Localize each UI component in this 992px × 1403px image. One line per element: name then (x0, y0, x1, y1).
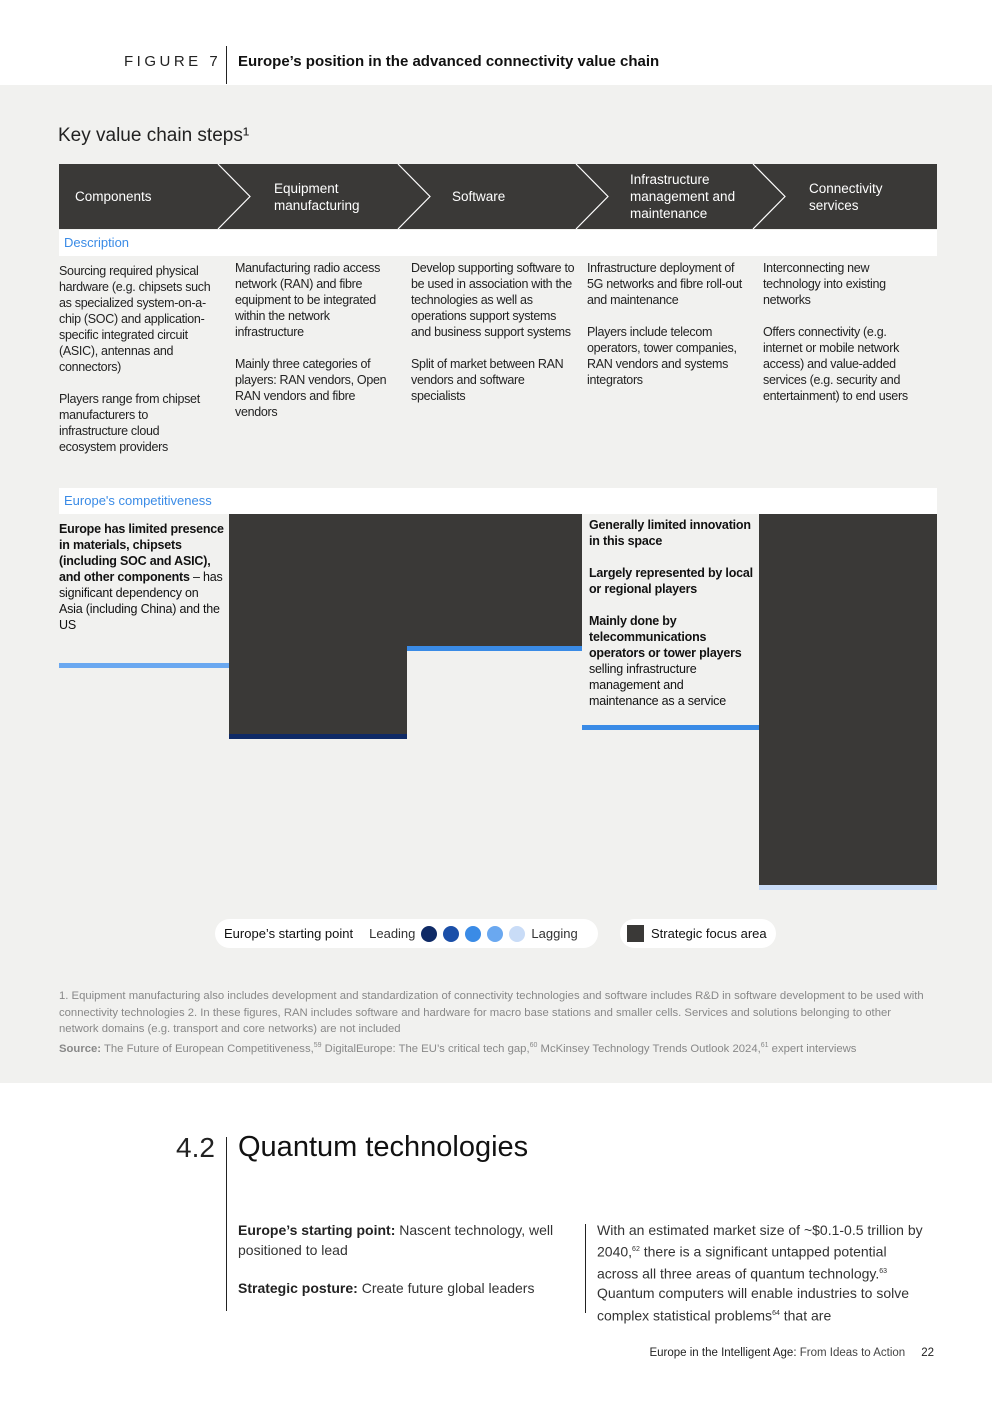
description-text: Sourcing required physical hardware (e.g. chipsets such as specialized system-on-a-chip (SOC) and application-specific integrated circuit (ASIC), antennas and connectors) (59, 264, 211, 374)
source-ref: 59 (313, 1042, 322, 1049)
competitiveness-infrastructure (589, 517, 755, 725)
footer-subtitle: From Ideas to Action (796, 1347, 906, 1359)
figure-label: FIGURE 7 (124, 53, 222, 70)
position-line-software (407, 646, 582, 651)
column-divider (585, 1224, 586, 1313)
competitiveness-header: Europe's competitiveness (59, 488, 937, 514)
legend-focus-label: Strategic focus area (651, 926, 767, 941)
chevron-separator (753, 164, 785, 229)
description-text: Develop supporting software to be used in association with the technologies as well as operations support systems and business support systems (411, 261, 575, 339)
comp-light-text: – has significant dependency on Asia (including China) and the US (59, 570, 223, 632)
strategic-posture-text (238, 1279, 578, 1299)
starting-point-value: Nascent technology, well positioned to lead (238, 1222, 554, 1258)
focus-block-equipment (229, 514, 407, 734)
scale-dot-4 (487, 926, 503, 942)
comp-point: Generally limited innovation in this space (589, 518, 751, 548)
description-components (59, 263, 219, 471)
body-text: that are (779, 1307, 832, 1324)
source-text: expert interviews (768, 1042, 857, 1055)
scale-dot-1 (421, 926, 437, 942)
source-text: The Future of European Competitiveness, (104, 1042, 314, 1055)
figure-divider (226, 46, 227, 84)
description-equipment (235, 260, 400, 436)
description-software (411, 260, 576, 420)
description-header: Description (59, 230, 937, 256)
focus-block-connectivity (759, 514, 937, 885)
starting-point-text (238, 1221, 578, 1260)
section-divider (226, 1137, 227, 1311)
footnote: 1. Equipment manufacturing also includes development and standardization of connectivity technologies and software includes R&D in software development to be used with connectivity technologies 2. In these figures, RAN includes software and hardware for macro base stations and smaller cells. Services and solutions belonging to other network domains (e.g. transport and core networks) are not included (59, 990, 924, 1035)
source-line (59, 1042, 939, 1055)
legend-lagging: Lagging (531, 926, 578, 941)
section-title: Quantum technologies (238, 1131, 529, 1163)
comp-point: Largely represented by local or regional players (589, 566, 753, 596)
figure-subtitle: Key value chain steps¹ (58, 125, 250, 146)
source-text: DigitalEurope: The EU’s critical tech gap, (321, 1042, 530, 1055)
comp-bold-text: Europe has limited presence in materials, chipsets (including SOC and ASIC), and other components (59, 522, 224, 584)
position-line-equipment (229, 734, 407, 739)
scale-dot-3 (465, 926, 481, 942)
position-line-components (59, 663, 229, 668)
legend-starting-label: Europe’s starting point (224, 926, 354, 941)
description-text: Split of market between RAN vendors and software specialists (411, 357, 564, 403)
body-text: there is a significant untapped potential across all three areas of quantum technology. (597, 1243, 887, 1282)
footnote-ref: 64 (772, 1309, 780, 1317)
chevron-separator (218, 164, 250, 229)
source-label: Source: (59, 1042, 102, 1055)
step-components: Components (75, 189, 152, 204)
description-text: Offers connectivity (e.g. internet or mobile network access) and value-added services (e.g. security and entertainment) to end users (763, 325, 908, 403)
page-footer (649, 1347, 934, 1359)
description-connectivity (763, 260, 928, 420)
step-infrastructure: Infrastructure management and maintenance (630, 172, 736, 221)
figure-title: Europe’s position in the advanced connectivity value chain (238, 53, 660, 70)
footnote-ref: 63 (879, 1268, 888, 1276)
starting-point-label: Europe’s starting point: (238, 1222, 396, 1238)
step-connectivity-services: Connectivity services (809, 180, 883, 213)
legend-focus (620, 919, 776, 948)
body-text: Quantum computers will enable industries to solve complex statistical problems (597, 1285, 910, 1324)
footnote-ref: 62 (632, 1246, 640, 1254)
description-text: Interconnecting new technology into existing networks (763, 261, 886, 307)
body-text: With an estimated market size of ~$0.1-0.5 trillion by 2040, (597, 1222, 923, 1260)
body-paragraph (597, 1221, 927, 1325)
source-ref: 61 (760, 1042, 769, 1049)
scale-dot-5 (509, 926, 525, 942)
source-text: McKinsey Technology Trends Outlook 2024, (537, 1042, 761, 1055)
source-ref: 60 (529, 1042, 538, 1049)
legend-leading: Leading (369, 926, 416, 941)
page-number: 22 (921, 1347, 934, 1359)
footer-title: Europe in the Intelligent Age: (649, 1347, 797, 1359)
position-line-connectivity (759, 885, 937, 890)
competitiveness-components (59, 521, 224, 633)
step-equipment-manufacturing: Equipment manufacturing (274, 180, 360, 213)
description-infrastructure (587, 260, 753, 404)
scale-dot-2 (443, 926, 459, 942)
focus-block-software (407, 514, 582, 646)
strategic-posture-value: Create future global leaders (357, 1280, 535, 1296)
legend-starting-point (215, 919, 598, 948)
description-text: Players include telecom operators, tower companies, RAN vendors and systems integrators (587, 325, 737, 387)
section-number: 4.2 (176, 1132, 215, 1163)
comp-bold-text: Mainly done by telecommunications operators or tower players (589, 614, 742, 660)
focus-swatch (627, 925, 644, 942)
description-text: Players range from chipset manufacturers to infrastructure cloud ecosystem providers (59, 392, 200, 454)
description-text: Mainly three categories of players: RAN vendors, Open RAN vendors and fibre vendors (235, 357, 387, 419)
description-text: Infrastructure deployment of 5G networks and fibre roll-out and maintenance (587, 261, 742, 307)
chevron-separator (576, 164, 608, 229)
step-software: Software (452, 189, 506, 204)
comp-light-text: selling infrastructure management and maintenance as a service (589, 662, 726, 708)
description-text: Manufacturing radio access network (RAN) and fibre equipment to be integrated within the network infrastructure (235, 261, 381, 339)
position-line-infrastructure (582, 725, 759, 730)
chevron-separator (398, 164, 430, 229)
strategic-posture-label: Strategic posture: (238, 1280, 358, 1296)
